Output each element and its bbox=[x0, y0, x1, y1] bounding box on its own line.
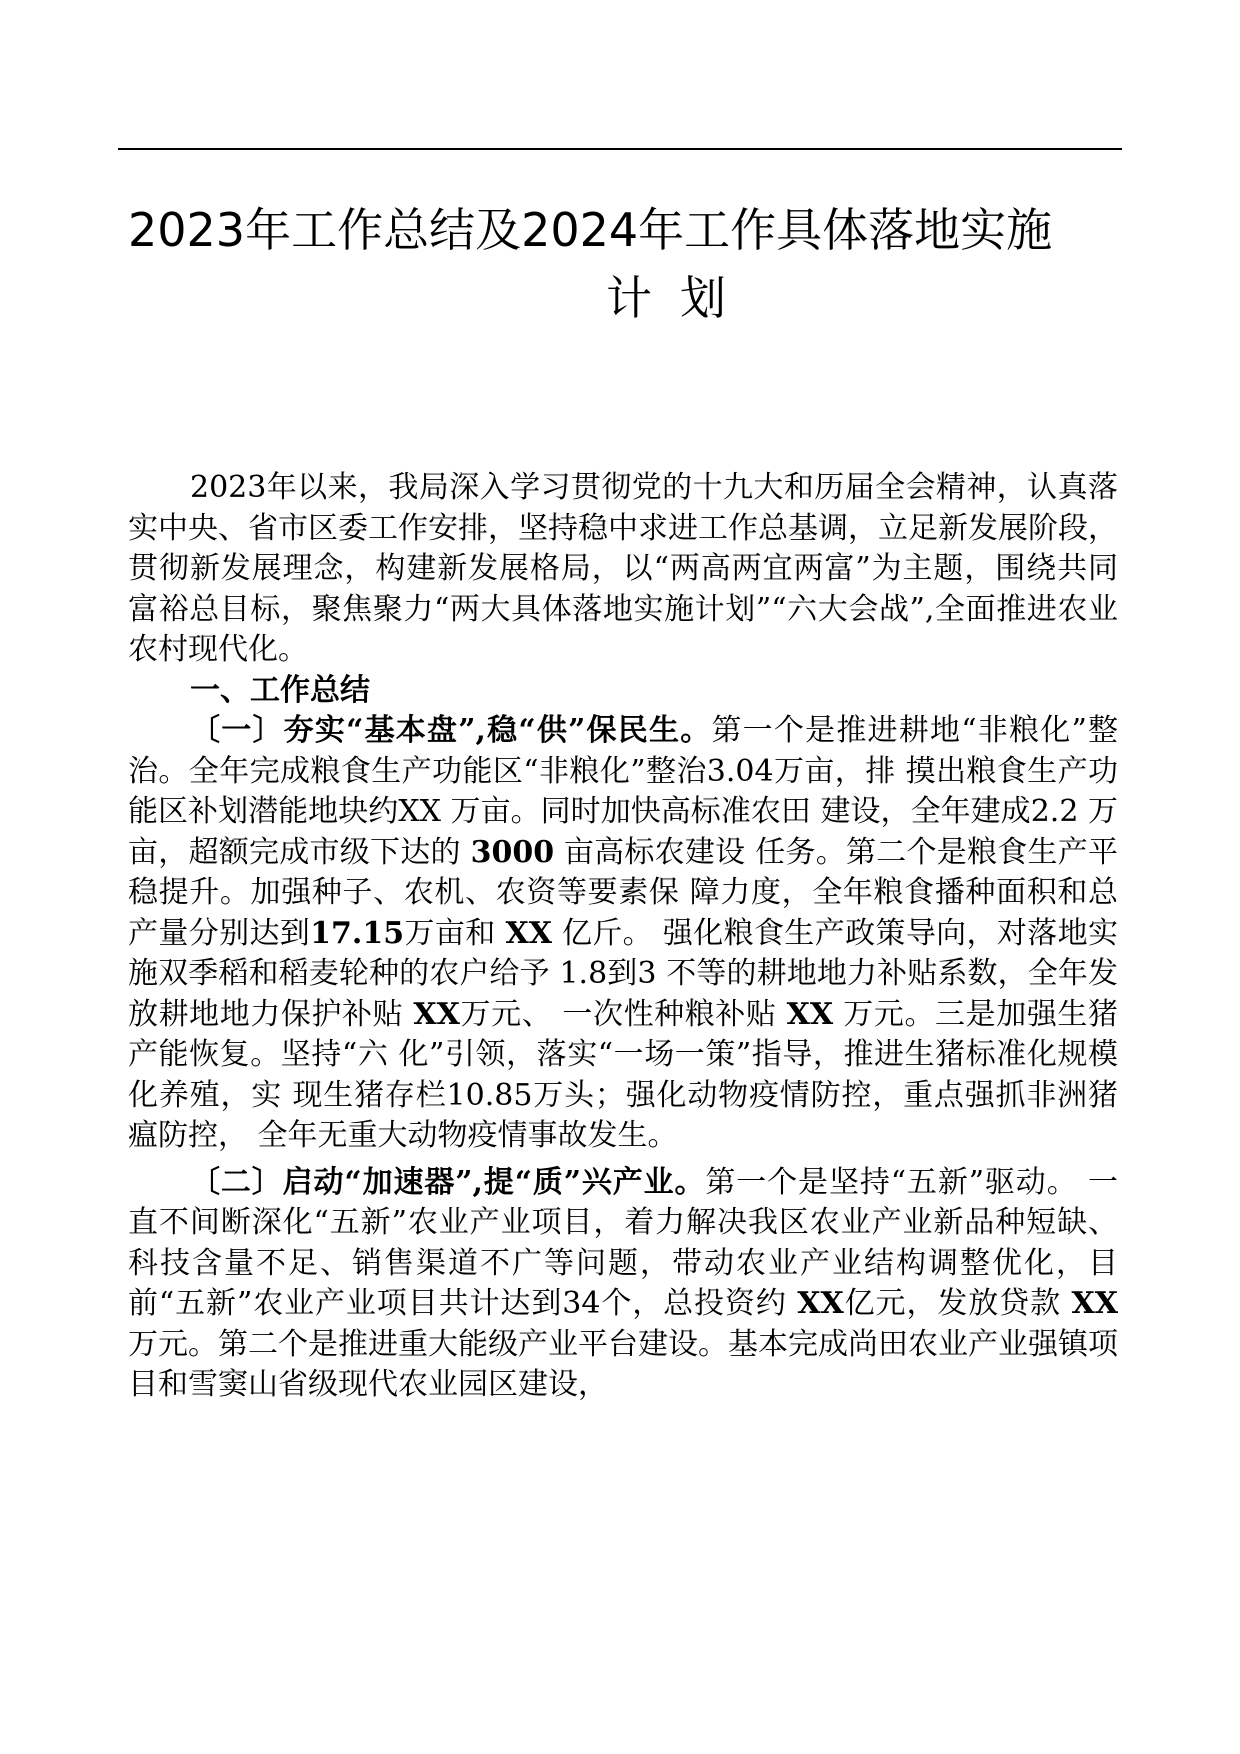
title-line-2: 计划 bbox=[606, 271, 754, 325]
bold-figure: XX bbox=[413, 996, 460, 1032]
paragraph-lead: 〔二〕启动“加速器”,提“质”兴产业。 bbox=[190, 1164, 706, 1200]
title-line-1: 2023年工作总结及2024年工作具体落地实施 bbox=[128, 203, 1053, 257]
paragraph-text: 亩高标农建设 任务。第二个是粮食生产平稳提升。加强种子、农机、农资等要素保 障力度，全年粮食播种面积和总产量分别达到 bbox=[128, 834, 1118, 951]
intro-paragraph: 2023年以来，我局深入学习贯彻党的十九大和历届全会精神，认真落实中央、省市区委工作安排，坚持稳中求进工作总基调，立足新发展阶段，贯彻新发展理念，构建新发展格局，以“两高两宜两富”为主题，围绕共同富裕总目标，聚焦聚力“两大具体落地实施计划”“六大会战”,全面推进农业农村现代化。 bbox=[128, 470, 1118, 667]
bold-figure: XX bbox=[786, 996, 834, 1032]
section-heading-work-summary: 一、工作总结 bbox=[190, 672, 370, 708]
paragraph-accelerator bbox=[128, 1163, 1118, 1406]
bold-figure: XX bbox=[505, 915, 553, 951]
paragraph-text: 万元。第二个是推进重大能级产业平台建设。基本完成尚田农业产业强镇项目和雪窦山省级现代农业园区建设， bbox=[128, 1326, 1118, 1402]
bold-figure: XX bbox=[797, 1286, 844, 1321]
paragraph-text: 万元、 一次性种粮补贴 bbox=[459, 996, 787, 1032]
bold-figure: 17.15 bbox=[310, 915, 405, 951]
paragraph-text: 亿元，发放贷款 bbox=[843, 1286, 1072, 1321]
header-rule bbox=[118, 148, 1122, 150]
document-body bbox=[128, 468, 1118, 1406]
paragraph-text: 第一个是坚持“五新”驱动。 一直不间断深化“五新”农业产业项目，着力解决我区农业产业新品种短缺、科技含量不足、销售渠道不广等问题，带动农业产业结构调整优化，目前“五新”农业产业项目共计达到34个，总投资约 bbox=[128, 1164, 1119, 1321]
paragraph-text: 万元。三是加强生猪产能恢复。坚持“六 化”引领，落实“一场一策”指导，推进生猪标准化规模化养殖，实 现生猪存栏10.85万头；强化动物疫情防控，重点强抓非洲猪瘟防控， 全年无重大动物疫情事故发生。 bbox=[128, 996, 1118, 1153]
paragraph-text: 万亩和 bbox=[404, 915, 506, 951]
paragraph-basic-plate bbox=[128, 711, 1118, 1157]
bold-figure: XX bbox=[1071, 1286, 1118, 1321]
document-title bbox=[118, 196, 1122, 332]
bold-figure: 3000 bbox=[470, 834, 555, 870]
paragraph-text: 第一个是推进耕地“非粮化”整治。全年完成粮食生产功能区“非粮化”整治3.04万亩，排 摸出粮食生产功能区补划潜能地块约XX 万亩。同时加快高标准农田 建设，全年建成2.2 万亩，超额完成市级下达的 bbox=[128, 713, 1118, 870]
paragraph-lead: 〔一〕夯实“基本盘”,稳“供”保民生。 bbox=[190, 713, 712, 748]
paragraph-text: 亿斤。 强化粮食生产政策导向，对落地实施双季稻和稻麦轮种的农户给予 1.8到3 不等的耕地地力补贴系数，全年发放耕地地力保护补贴 bbox=[128, 915, 1118, 1032]
